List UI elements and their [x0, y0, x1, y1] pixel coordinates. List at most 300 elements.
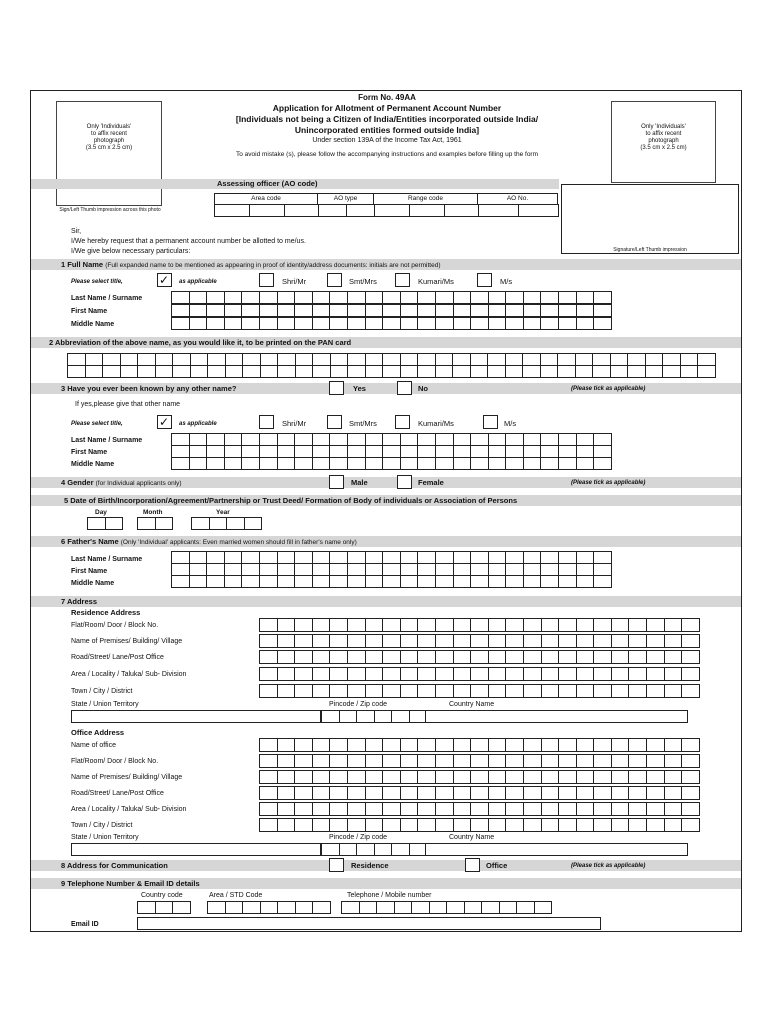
char-box[interactable]	[664, 618, 683, 632]
char-box[interactable]	[664, 786, 683, 800]
char-box[interactable]	[593, 618, 612, 632]
char-box[interactable]	[259, 650, 278, 664]
char-box[interactable]	[294, 618, 313, 632]
char-box[interactable]	[505, 738, 524, 752]
char-box[interactable]	[453, 684, 472, 698]
char-box[interactable]	[260, 901, 279, 914]
char-box[interactable]	[225, 365, 244, 378]
char-box[interactable]	[259, 618, 278, 632]
char-box[interactable]	[189, 304, 208, 317]
char-box[interactable]	[453, 818, 472, 832]
char-box[interactable]	[137, 901, 156, 914]
char-box[interactable]	[259, 634, 278, 648]
char-box[interactable]	[505, 457, 524, 470]
char-box[interactable]	[172, 365, 191, 378]
char-box[interactable]	[329, 684, 348, 698]
res-premises-grid[interactable]	[259, 634, 699, 648]
char-box[interactable]	[499, 901, 518, 914]
off-flat-grid[interactable]	[259, 754, 699, 768]
char-box[interactable]	[611, 634, 630, 648]
char-box[interactable]	[120, 365, 139, 378]
char-box[interactable]	[155, 365, 174, 378]
char-box[interactable]	[505, 650, 524, 664]
char-box[interactable]	[417, 818, 436, 832]
char-box[interactable]	[470, 575, 489, 588]
char-box[interactable]	[611, 802, 630, 816]
char-box[interactable]	[347, 754, 366, 768]
char-box[interactable]	[435, 667, 454, 681]
char-box[interactable]	[294, 650, 313, 664]
char-box[interactable]	[295, 365, 314, 378]
char-box[interactable]	[664, 684, 683, 698]
char-box[interactable]	[470, 365, 489, 378]
char-box[interactable]	[611, 818, 630, 832]
char-box[interactable]	[347, 618, 366, 632]
char-box[interactable]	[312, 684, 331, 698]
char-box[interactable]	[453, 650, 472, 664]
char-box[interactable]	[225, 901, 244, 914]
char-box[interactable]	[277, 786, 296, 800]
char-box[interactable]	[592, 365, 611, 378]
char-box[interactable]	[224, 575, 243, 588]
char-box[interactable]	[365, 738, 384, 752]
char-box[interactable]	[558, 667, 577, 681]
char-box[interactable]	[226, 517, 245, 530]
char-box[interactable]	[330, 365, 349, 378]
char-box[interactable]	[453, 667, 472, 681]
char-box[interactable]	[453, 575, 472, 588]
char-box[interactable]	[611, 786, 630, 800]
char-box[interactable]	[318, 204, 347, 217]
char-box[interactable]	[400, 818, 419, 832]
char-box[interactable]	[453, 786, 472, 800]
char-box[interactable]	[339, 843, 358, 856]
char-box[interactable]	[417, 618, 436, 632]
title-checkbox-applicable[interactable]	[157, 273, 172, 287]
char-box[interactable]	[505, 786, 524, 800]
char-box[interactable]	[522, 365, 541, 378]
char-box[interactable]	[646, 786, 665, 800]
char-box[interactable]	[312, 365, 331, 378]
char-box[interactable]	[453, 738, 472, 752]
char-box[interactable]	[435, 650, 454, 664]
char-box[interactable]	[593, 317, 612, 330]
char-box[interactable]	[628, 818, 647, 832]
char-box[interactable]	[488, 684, 507, 698]
char-box[interactable]	[446, 901, 465, 914]
char-box[interactable]	[312, 786, 331, 800]
char-box[interactable]	[444, 204, 480, 217]
other-title-checkbox-shri[interactable]	[259, 415, 274, 429]
char-box[interactable]	[593, 291, 612, 304]
char-box[interactable]	[576, 650, 595, 664]
father-middle-name-grid[interactable]	[171, 575, 611, 588]
char-box[interactable]	[277, 304, 296, 317]
char-box[interactable]	[470, 684, 489, 698]
char-box[interactable]	[321, 843, 340, 856]
char-box[interactable]	[558, 650, 577, 664]
char-box[interactable]	[209, 517, 228, 530]
char-box[interactable]	[411, 901, 430, 914]
char-box[interactable]	[646, 802, 665, 816]
char-box[interactable]	[662, 365, 681, 378]
char-box[interactable]	[435, 786, 454, 800]
char-box[interactable]	[417, 317, 436, 330]
char-box[interactable]	[382, 634, 401, 648]
char-box[interactable]	[277, 291, 296, 304]
char-box[interactable]	[505, 291, 524, 304]
char-box[interactable]	[400, 365, 419, 378]
char-box[interactable]	[365, 317, 384, 330]
char-box[interactable]	[400, 684, 419, 698]
char-box[interactable]	[417, 650, 436, 664]
char-box[interactable]	[576, 754, 595, 768]
char-box[interactable]	[277, 802, 296, 816]
char-box[interactable]	[593, 634, 612, 648]
char-box[interactable]	[391, 710, 410, 723]
char-box[interactable]	[85, 365, 104, 378]
char-box[interactable]	[488, 618, 507, 632]
char-box[interactable]	[391, 843, 410, 856]
other-title-checkbox-kumari[interactable]	[395, 415, 410, 429]
char-box[interactable]	[365, 754, 384, 768]
char-box[interactable]	[206, 457, 225, 470]
char-box[interactable]	[611, 738, 630, 752]
char-box[interactable]	[400, 802, 419, 816]
char-box[interactable]	[593, 754, 612, 768]
char-box[interactable]	[206, 291, 225, 304]
char-box[interactable]	[464, 901, 483, 914]
char-box[interactable]	[558, 738, 577, 752]
char-box[interactable]	[681, 786, 700, 800]
char-box[interactable]	[541, 786, 560, 800]
res-pincode-grid[interactable]	[321, 710, 426, 723]
char-box[interactable]	[646, 738, 665, 752]
char-box[interactable]	[382, 618, 401, 632]
char-box[interactable]	[523, 317, 542, 330]
char-box[interactable]	[382, 770, 401, 784]
char-box[interactable]	[558, 684, 577, 698]
char-box[interactable]	[417, 770, 436, 784]
office-name-grid[interactable]	[259, 738, 699, 752]
ao-range-code-grid[interactable]	[374, 204, 479, 217]
char-box[interactable]	[540, 304, 559, 317]
char-box[interactable]	[505, 317, 524, 330]
char-box[interactable]	[365, 650, 384, 664]
char-box[interactable]	[347, 667, 366, 681]
char-box[interactable]	[505, 818, 524, 832]
country-code-grid[interactable]	[137, 901, 190, 914]
res-town-grid[interactable]	[259, 684, 699, 698]
char-box[interactable]	[518, 204, 559, 217]
char-box[interactable]	[277, 575, 296, 588]
char-box[interactable]	[593, 684, 612, 698]
dob-month-grid[interactable]	[137, 517, 172, 530]
title-checkbox-kumari[interactable]	[395, 273, 410, 287]
char-box[interactable]	[558, 754, 577, 768]
char-box[interactable]	[435, 738, 454, 752]
char-box[interactable]	[435, 618, 454, 632]
char-box[interactable]	[347, 365, 366, 378]
char-box[interactable]	[453, 634, 472, 648]
char-box[interactable]	[417, 291, 436, 304]
char-box[interactable]	[628, 684, 647, 698]
char-box[interactable]	[382, 802, 401, 816]
char-box[interactable]	[339, 710, 358, 723]
char-box[interactable]	[558, 291, 577, 304]
char-box[interactable]	[347, 575, 366, 588]
char-box[interactable]	[558, 786, 577, 800]
char-box[interactable]	[400, 634, 419, 648]
gender-male-checkbox[interactable]	[329, 475, 344, 489]
char-box[interactable]	[417, 457, 436, 470]
char-box[interactable]	[523, 618, 542, 632]
char-box[interactable]	[505, 684, 524, 698]
char-box[interactable]	[593, 738, 612, 752]
char-box[interactable]	[417, 684, 436, 698]
char-box[interactable]	[523, 786, 542, 800]
char-box[interactable]	[312, 317, 331, 330]
char-box[interactable]	[470, 770, 489, 784]
char-box[interactable]	[558, 634, 577, 648]
char-box[interactable]	[312, 818, 331, 832]
char-box[interactable]	[627, 365, 646, 378]
char-box[interactable]	[137, 365, 156, 378]
char-box[interactable]	[295, 901, 314, 914]
char-box[interactable]	[541, 667, 560, 681]
char-box[interactable]	[575, 365, 594, 378]
char-box[interactable]	[400, 457, 419, 470]
char-box[interactable]	[681, 684, 700, 698]
char-box[interactable]	[259, 818, 278, 832]
char-box[interactable]	[190, 365, 209, 378]
char-box[interactable]	[453, 457, 472, 470]
char-box[interactable]	[382, 754, 401, 768]
char-box[interactable]	[224, 291, 243, 304]
char-box[interactable]	[277, 818, 296, 832]
char-box[interactable]	[329, 802, 348, 816]
char-box[interactable]	[347, 457, 366, 470]
char-box[interactable]	[435, 457, 454, 470]
char-box[interactable]	[488, 818, 507, 832]
char-box[interactable]	[611, 650, 630, 664]
char-box[interactable]	[277, 901, 296, 914]
char-box[interactable]	[680, 365, 699, 378]
char-box[interactable]	[576, 618, 595, 632]
char-box[interactable]	[681, 650, 700, 664]
char-box[interactable]	[277, 457, 296, 470]
title-checkbox-shri[interactable]	[259, 273, 274, 287]
char-box[interactable]	[244, 517, 263, 530]
char-box[interactable]	[312, 304, 331, 317]
area-std-grid[interactable]	[207, 901, 330, 914]
char-box[interactable]	[593, 650, 612, 664]
char-box[interactable]	[189, 575, 208, 588]
char-box[interactable]	[356, 710, 375, 723]
char-box[interactable]	[312, 618, 331, 632]
char-box[interactable]	[523, 738, 542, 752]
char-box[interactable]	[611, 684, 630, 698]
char-box[interactable]	[294, 304, 313, 317]
char-box[interactable]	[347, 802, 366, 816]
char-box[interactable]	[312, 634, 331, 648]
char-box[interactable]	[435, 770, 454, 784]
char-box[interactable]	[259, 738, 278, 752]
off-road-grid[interactable]	[259, 786, 699, 800]
char-box[interactable]	[382, 317, 401, 330]
char-box[interactable]	[189, 317, 208, 330]
char-box[interactable]	[400, 304, 419, 317]
char-box[interactable]	[400, 317, 419, 330]
title-checkbox-smt[interactable]	[327, 273, 342, 287]
char-box[interactable]	[664, 818, 683, 832]
title-checkbox-ms[interactable]	[477, 273, 492, 287]
char-box[interactable]	[206, 304, 225, 317]
char-box[interactable]	[523, 650, 542, 664]
char-box[interactable]	[540, 457, 559, 470]
char-box[interactable]	[540, 575, 559, 588]
char-box[interactable]	[611, 667, 630, 681]
char-box[interactable]	[470, 317, 489, 330]
char-box[interactable]	[541, 802, 560, 816]
char-box[interactable]	[481, 901, 500, 914]
char-box[interactable]	[105, 517, 124, 530]
char-box[interactable]	[329, 618, 348, 632]
char-box[interactable]	[172, 901, 191, 914]
char-box[interactable]	[576, 457, 595, 470]
char-box[interactable]	[365, 575, 384, 588]
char-box[interactable]	[277, 317, 296, 330]
char-box[interactable]	[453, 317, 472, 330]
signature-box[interactable]	[561, 184, 739, 254]
char-box[interactable]	[646, 634, 665, 648]
char-box[interactable]	[576, 786, 595, 800]
char-box[interactable]	[224, 317, 243, 330]
char-box[interactable]	[523, 684, 542, 698]
char-box[interactable]	[470, 304, 489, 317]
char-box[interactable]	[470, 667, 489, 681]
other-name-no-checkbox[interactable]	[397, 381, 412, 395]
char-box[interactable]	[312, 291, 331, 304]
char-box[interactable]	[329, 457, 348, 470]
char-box[interactable]	[417, 304, 436, 317]
char-box[interactable]	[259, 575, 278, 588]
char-box[interactable]	[329, 770, 348, 784]
char-box[interactable]	[259, 304, 278, 317]
char-box[interactable]	[312, 738, 331, 752]
char-box[interactable]	[593, 457, 612, 470]
char-box[interactable]	[329, 291, 348, 304]
char-box[interactable]	[523, 667, 542, 681]
char-box[interactable]	[365, 365, 384, 378]
char-box[interactable]	[294, 317, 313, 330]
ao-no-grid[interactable]	[478, 204, 558, 217]
char-box[interactable]	[697, 365, 716, 378]
char-box[interactable]	[664, 754, 683, 768]
char-box[interactable]	[628, 802, 647, 816]
char-box[interactable]	[347, 634, 366, 648]
char-box[interactable]	[329, 575, 348, 588]
char-box[interactable]	[294, 802, 313, 816]
char-box[interactable]	[224, 457, 243, 470]
telephone-grid[interactable]	[341, 901, 551, 914]
comm-residence-checkbox[interactable]	[329, 858, 344, 872]
char-box[interactable]	[382, 786, 401, 800]
char-box[interactable]	[382, 304, 401, 317]
char-box[interactable]	[347, 684, 366, 698]
char-box[interactable]	[277, 618, 296, 632]
char-box[interactable]	[541, 754, 560, 768]
char-box[interactable]	[593, 770, 612, 784]
res-road-grid[interactable]	[259, 650, 699, 664]
char-box[interactable]	[664, 650, 683, 664]
abbreviation-grid-row-2[interactable]	[67, 365, 715, 378]
char-box[interactable]	[347, 304, 366, 317]
char-box[interactable]	[171, 291, 190, 304]
char-box[interactable]	[523, 457, 542, 470]
char-box[interactable]	[417, 634, 436, 648]
char-box[interactable]	[312, 754, 331, 768]
char-box[interactable]	[294, 786, 313, 800]
char-box[interactable]	[435, 317, 454, 330]
char-box[interactable]	[329, 754, 348, 768]
char-box[interactable]	[329, 650, 348, 664]
char-box[interactable]	[312, 457, 331, 470]
char-box[interactable]	[664, 667, 683, 681]
char-box[interactable]	[576, 770, 595, 784]
char-box[interactable]	[593, 802, 612, 816]
char-box[interactable]	[102, 365, 121, 378]
char-box[interactable]	[417, 802, 436, 816]
char-box[interactable]	[470, 650, 489, 664]
other-title-checkbox-applicable[interactable]	[157, 415, 172, 429]
char-box[interactable]	[294, 818, 313, 832]
char-box[interactable]	[277, 684, 296, 698]
char-box[interactable]	[453, 304, 472, 317]
char-box[interactable]	[646, 818, 665, 832]
char-box[interactable]	[241, 291, 260, 304]
middle-name-grid[interactable]	[171, 317, 611, 330]
char-box[interactable]	[576, 575, 595, 588]
photo-box-left[interactable]	[56, 101, 162, 206]
char-box[interactable]	[365, 684, 384, 698]
char-box[interactable]	[417, 738, 436, 752]
char-box[interactable]	[488, 304, 507, 317]
comm-office-checkbox[interactable]	[465, 858, 480, 872]
char-box[interactable]	[558, 802, 577, 816]
char-box[interactable]	[346, 204, 375, 217]
char-box[interactable]	[453, 770, 472, 784]
char-box[interactable]	[374, 710, 393, 723]
char-box[interactable]	[241, 304, 260, 317]
char-box[interactable]	[628, 634, 647, 648]
char-box[interactable]	[249, 204, 285, 217]
char-box[interactable]	[259, 786, 278, 800]
char-box[interactable]	[576, 667, 595, 681]
char-box[interactable]	[664, 770, 683, 784]
char-box[interactable]	[312, 667, 331, 681]
char-box[interactable]	[488, 650, 507, 664]
other-title-checkbox-ms[interactable]	[483, 415, 498, 429]
char-box[interactable]	[505, 575, 524, 588]
char-box[interactable]	[347, 770, 366, 784]
char-box[interactable]	[488, 457, 507, 470]
char-box[interactable]	[488, 786, 507, 800]
other-name-yes-checkbox[interactable]	[329, 381, 344, 395]
char-box[interactable]	[576, 304, 595, 317]
char-box[interactable]	[558, 317, 577, 330]
char-box[interactable]	[294, 457, 313, 470]
